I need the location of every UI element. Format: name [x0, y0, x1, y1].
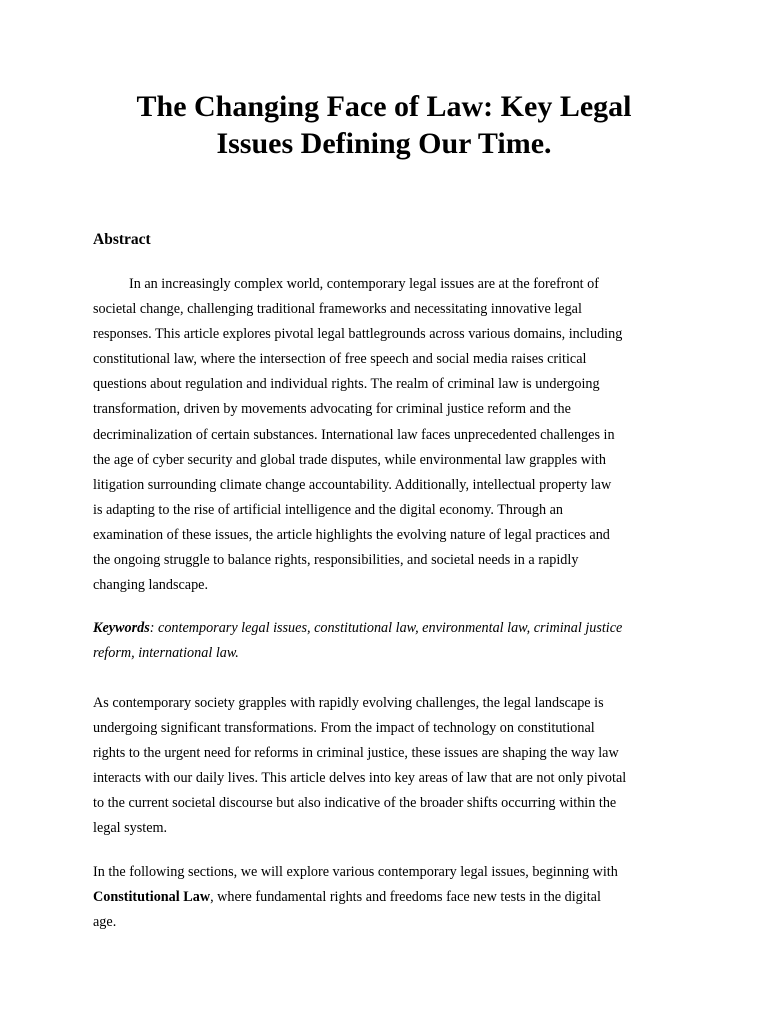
abstract-line: changing landscape.	[93, 577, 209, 594]
following-line-2	[93, 885, 683, 910]
title-line-2: Issues Defining Our Time.	[216, 127, 552, 160]
constitutional-law-term: Constitutional Law	[93, 889, 211, 906]
title-line-1: The Changing Face of Law: Key Legal	[136, 90, 632, 123]
abstract-line: In an increasingly complex world, contemporary legal issues are at the forefront of	[129, 276, 599, 292]
abstract-heading: Abstract	[93, 231, 151, 248]
keywords-line-2: reform, international law.	[93, 645, 239, 662]
abstract-line: examination of these issues, the article highlights the evolving nature of legal practices and	[93, 526, 610, 543]
following-line-2-rest: , where fundamental rights and freedoms face new tests in the digital	[210, 889, 601, 906]
abstract-line: societal change, challenging traditional frameworks and necessitating innovative legal	[93, 301, 582, 318]
abstract-line: questions about regulation and individual rights. The realm of criminal law is undergoing	[93, 376, 600, 393]
abstract-line: the ongoing struggle to balance rights, responsibilities, and societal needs in a rapidly	[93, 552, 579, 569]
abstract-line: transformation, driven by movements advocating for criminal justice reform and the	[93, 401, 571, 418]
intro-line: interacts with our daily lives. This article delves into key areas of law that are not only pivotal	[93, 770, 627, 787]
abstract-paragraph	[93, 272, 683, 598]
intro-line: to the current societal discourse but also indicative of the broader shifts occurring within the	[93, 795, 617, 812]
intro-paragraph	[93, 691, 683, 842]
keywords-paragraph	[93, 616, 683, 666]
abstract-line: the age of cyber security and global trade disputes, while environmental law grapples with	[93, 451, 606, 468]
intro-line: undergoing significant transformations. From the impact of technology on constitutional	[93, 720, 595, 737]
intro-line: rights to the urgent need for reforms in criminal justice, these issues are shaping the way law	[93, 745, 619, 762]
abstract-line: is adapting to the rise of artificial intelligence and the digital economy. Through an	[93, 501, 564, 518]
following-line-3: age.	[93, 914, 117, 931]
abstract-line: decriminalization of certain substances. International law faces unprecedented challenges in	[93, 426, 615, 443]
abstract-line: responses. This article explores pivotal legal battlegrounds across various domains, including	[93, 326, 623, 343]
abstract-line: constitutional law, where the intersection of free speech and social media raises critical	[93, 351, 587, 368]
following-line-1: In the following sections, we will explore various contemporary legal issues, beginning with	[93, 864, 618, 880]
abstract-line: litigation surrounding climate change accountability. Additionally, intellectual property law	[93, 476, 612, 493]
keywords-line-1	[93, 616, 683, 641]
intro-line: As contemporary society grapples with rapidly evolving challenges, the legal landscape is	[93, 695, 604, 711]
following-sections-paragraph	[93, 860, 683, 935]
page-title	[84, 88, 684, 162]
keywords-label: Keywords	[93, 620, 150, 636]
keywords-list: : contemporary legal issues, constitutional law, environmental law, criminal justice	[149, 620, 623, 636]
intro-line: legal system.	[93, 820, 168, 837]
